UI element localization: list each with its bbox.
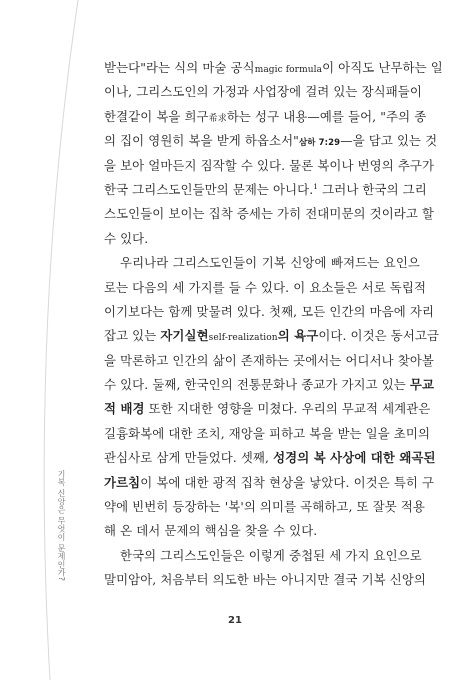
body-text xyxy=(104,56,443,593)
footnote-marker: 1 xyxy=(313,181,319,191)
text-line: 가르침이 복에 대한 광적 집착 현상을 낳았다. 이것은 특히 구 xyxy=(104,474,435,490)
text-line: 한결같이 복을 희구希求하는 성구 내용—예를 들어, "주의 종 xyxy=(104,108,427,124)
text-line: 해 온 데서 문제의 핵심을 찾을 수 있다. xyxy=(104,523,318,539)
text-line: 이기보다는 함께 맞물려 있다. 첫째, 모든 인간의 마음에 자리 xyxy=(104,303,435,319)
text-line: 말미암아, 처음부터 의도한 바는 아니지만 결국 기복 신앙의 xyxy=(104,572,426,588)
text-line: 우리나라 그리스도인들이 기복 신앙에 빠져드는 요인으 xyxy=(120,255,420,271)
text-line: 의 집이 영원히 복을 받게 하옵소서"삼하 7:29—을 담고 있는 것 xyxy=(104,133,438,149)
paragraph-1 xyxy=(104,56,443,251)
text-line: 이나, 그리스도인의 가정과 사업장에 걸려 있는 장식패들이 xyxy=(104,84,422,100)
text-line: 관심사로 삼게 만들었다. 셋째, 성경의 복 사상에 대한 왜곡된 xyxy=(104,450,436,466)
text-line: 을 보아 얼마든지 짐작할 수 있다. 물론 복이나 번영의 추구가 xyxy=(104,157,435,173)
text-line: 을 막론하고 인간의 삶이 존재하는 곳에서는 어디서나 찾아볼 xyxy=(104,352,435,368)
text-line: 스도인들이 보이는 집착 증세는 가히 전대미문의 것이라고 할 xyxy=(104,206,435,222)
page-number: 21 xyxy=(228,615,242,626)
text-line: 길흉화복에 대한 조치, 재앙을 피하고 복을 받는 일을 초미의 xyxy=(104,425,431,441)
text-line: 수 있다. xyxy=(104,230,149,246)
text-line: 한국 그리스도인들만의 문제는 아니다.$^1$ 그러나 한국의 그리 xyxy=(104,181,427,197)
text-line: 잡고 있는 자기실현self-realization의 욕구이다. 이것은 동서고금 xyxy=(104,328,440,344)
paragraph-2 xyxy=(104,251,440,544)
text-line: 받는다"라는 식의 마술 공식magic formula이 아직도 난무하는 일 xyxy=(104,60,443,75)
paragraph-3 xyxy=(104,544,426,593)
text-line: 약에 빈번히 등장하는 '복'의 의미를 곡해하고, 또 잘못 적용 xyxy=(104,499,425,515)
text-line: 적 배경 또한 지대한 영향을 미쳤다. 우리의 무교적 세계관은 xyxy=(104,401,431,417)
text-line: 수 있다. 둘째, 한국인의 전통문화나 종교가 가지고 있는 무교 xyxy=(104,377,435,393)
text-line: 로는 다음의 세 가지를 들 수 있다. 이 요소들은 서로 독립적 xyxy=(104,279,427,295)
text-line: 한국의 그리스도인들은 이렇게 중첩된 세 가지 요인으로 xyxy=(120,547,422,563)
running-title: 기복 신앙은 무엇이 문제인가? xyxy=(57,470,66,582)
